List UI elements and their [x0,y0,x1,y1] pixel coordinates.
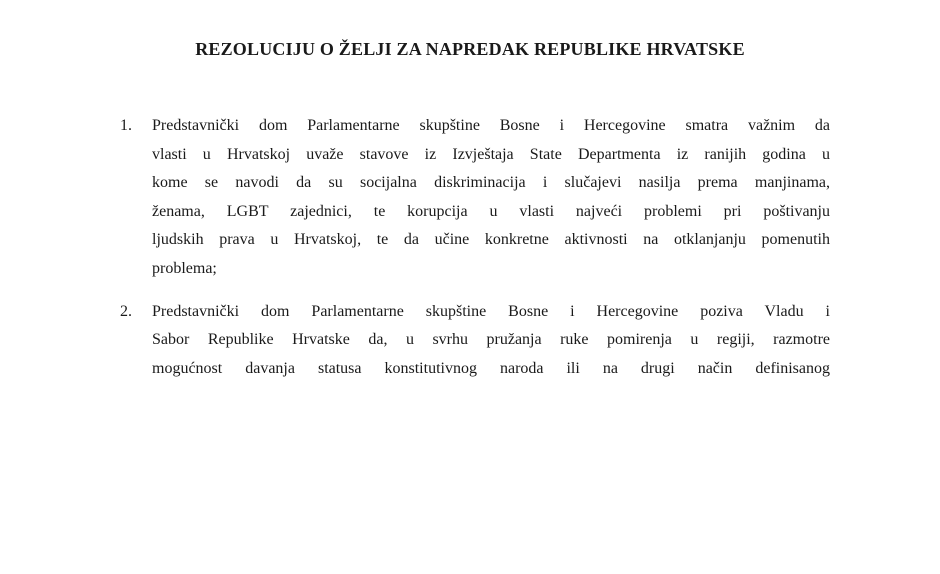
list-item [120,112,830,284]
text-line: kome se navodi da su socijalna diskriminacija i slučajevi nasilja prema manjinama, [152,174,830,192]
text-line: mogućnost davanja statusa konstitutivnog naroda ili na drugi način definisanog [152,359,830,377]
item-text [152,298,830,384]
text-line: ljudskih prava u Hrvatskoj, te da učine konkretne aktivnosti na otklanjanju pomenutih [152,231,830,249]
text-line: Predstavnički dom Parlamentarne skupštine Bosne i Hercegovine poziva Vladu i [152,302,830,320]
document-title: REZOLUCIJU O ŽELJI ZA NAPREDAK REPUBLIKE HRVATSKE [195,39,745,59]
text-line: problema; [152,259,217,277]
list-item [120,298,830,384]
text-line: Sabor Republike Hrvatske da, u svrhu pružanja ruke pomirenja u regiji, razmotre [152,331,830,349]
resolution-list [120,112,830,397]
item-text [152,112,830,284]
text-line: vlasti u Hrvatskoj uvaže stavove iz Izvještaja State Departmenta iz ranijih godina u [152,145,830,163]
text-line: ženama, LGBT zajednici, te korupcija u vlasti najveći problemi pri poštivanju [152,202,830,220]
item-number: 1. [120,117,132,134]
text-line: Predstavnički dom Parlamentarne skupštine Bosne i Hercegovine smatra važnim da [152,117,830,134]
item-number: 2. [120,302,132,320]
